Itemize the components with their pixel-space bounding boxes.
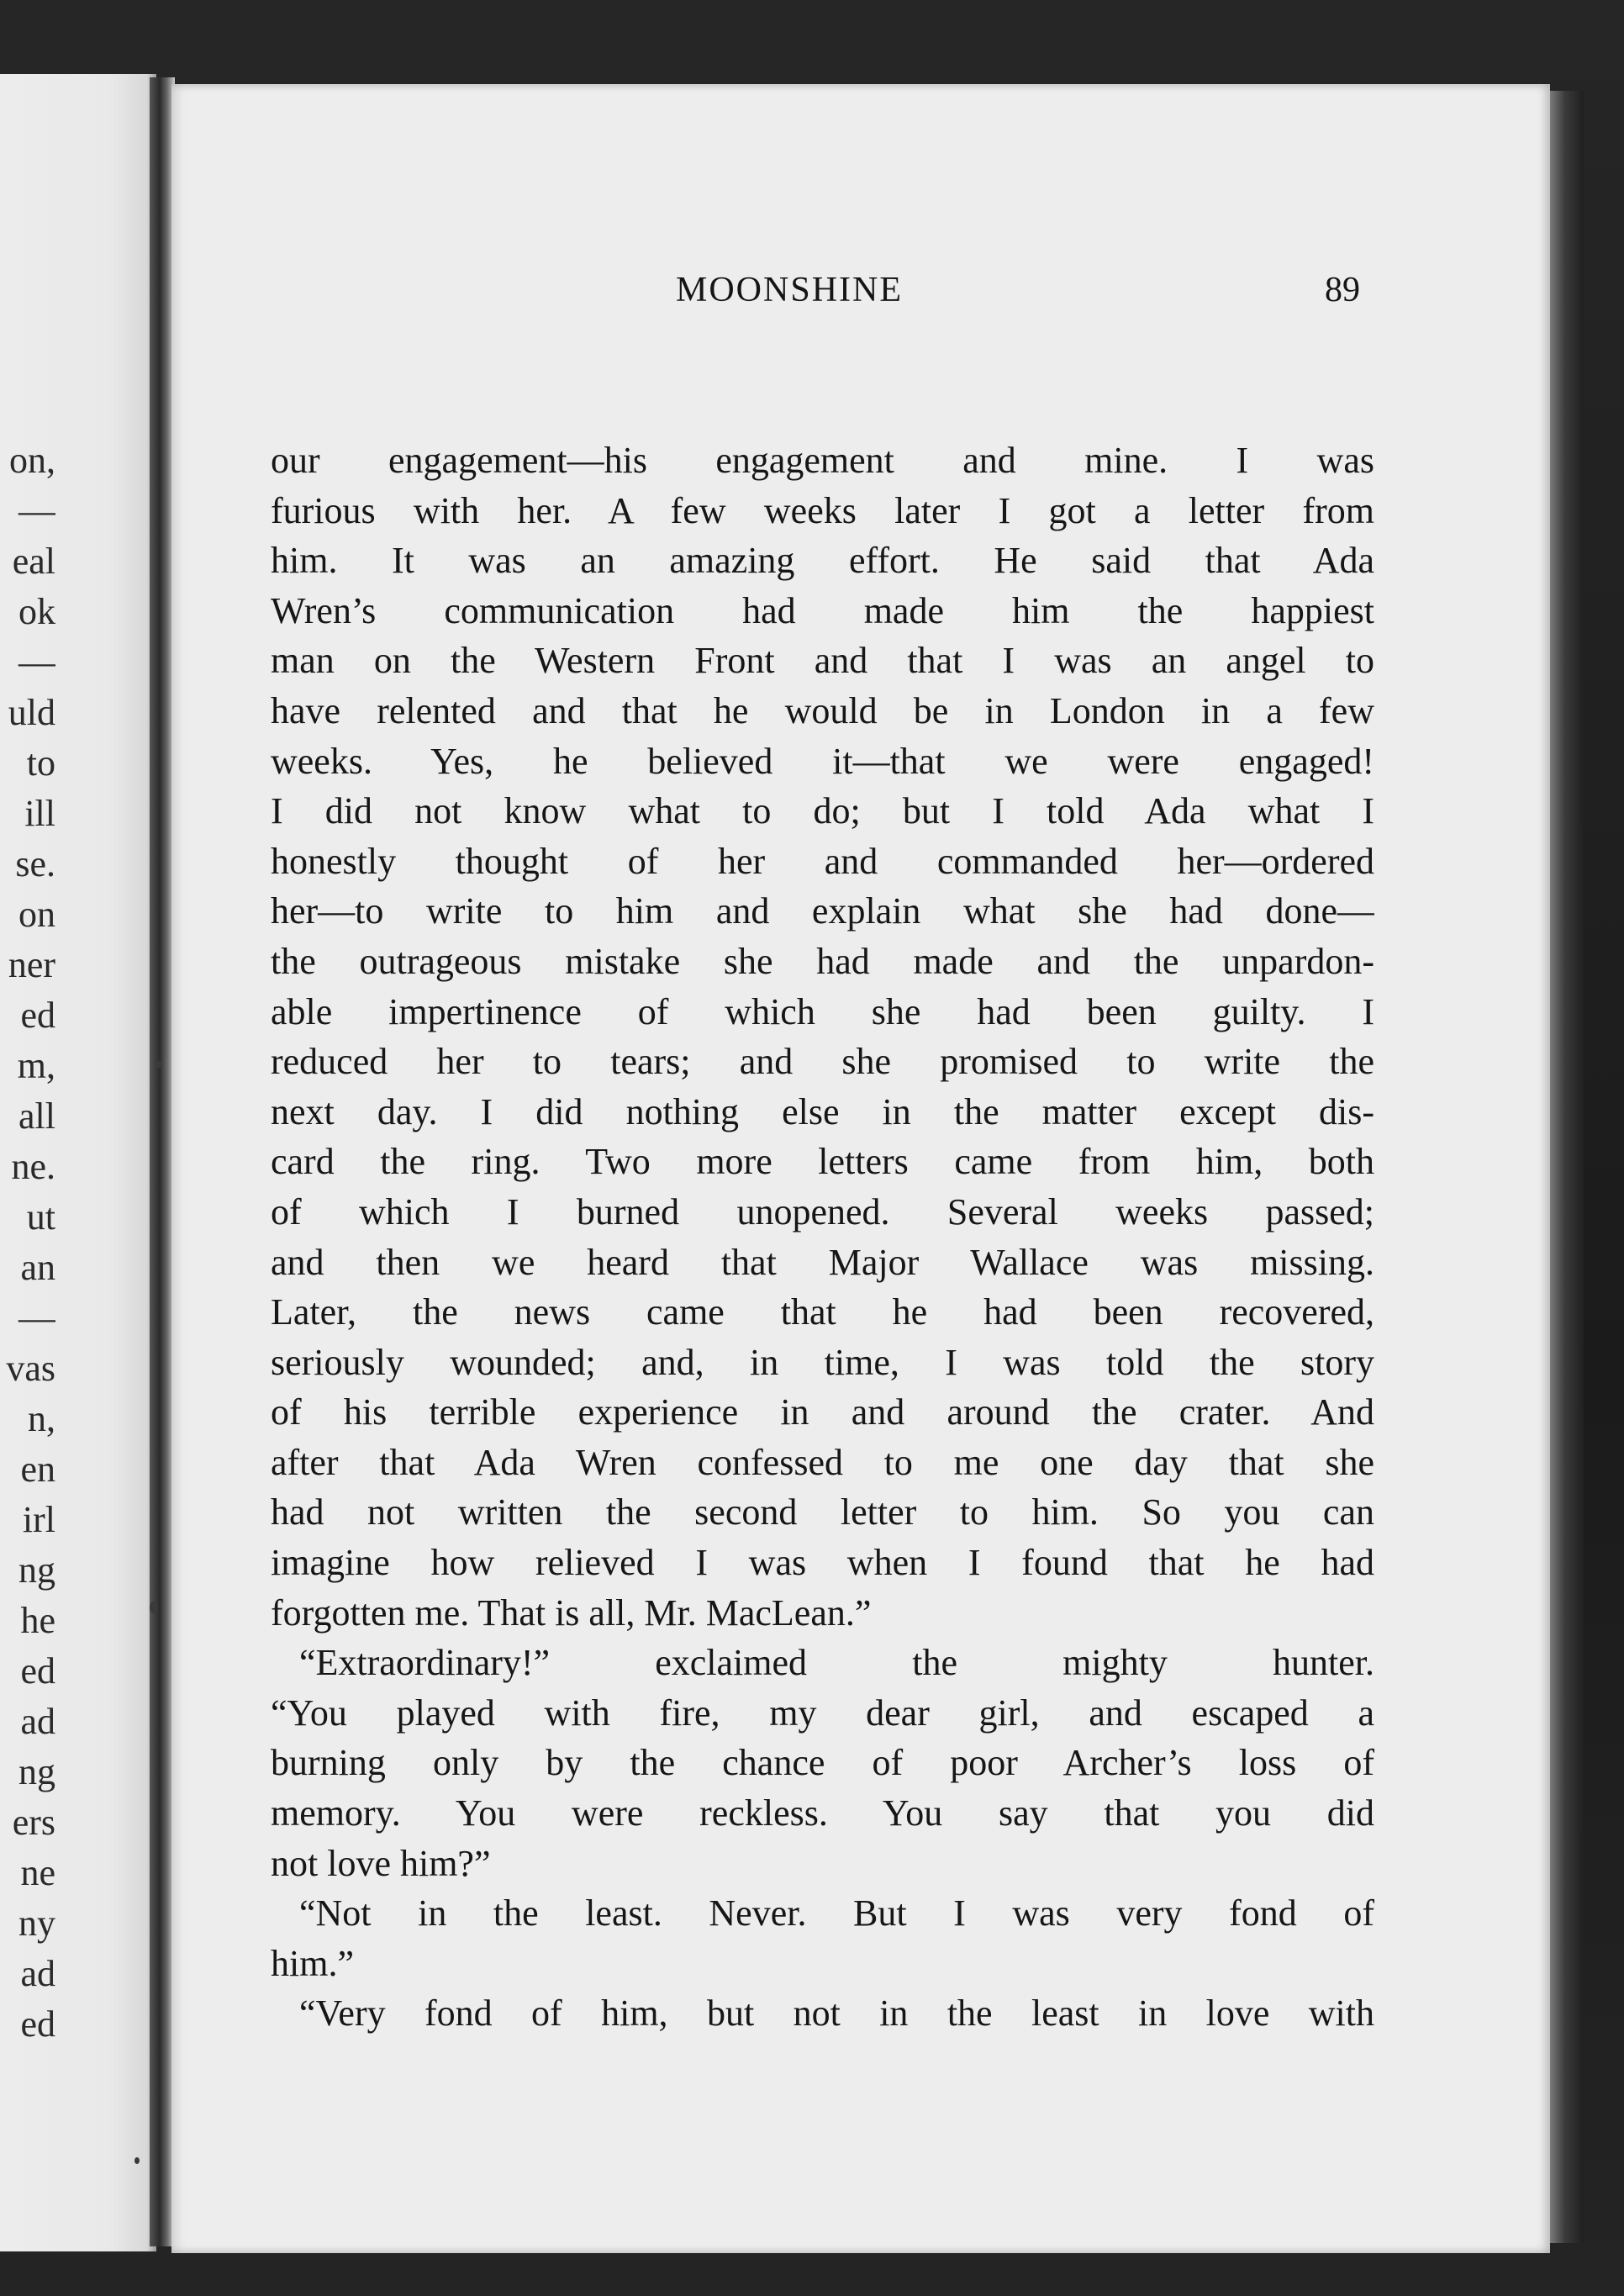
book-page: [171, 84, 1550, 2253]
left-fragment-line: m,: [17, 1045, 55, 1086]
left-fragment-line: —: [18, 641, 55, 683]
page-edge-shadow: [1550, 91, 1584, 2243]
page-number: 89: [1325, 271, 1360, 309]
text-line: “Not in the least. Never. But I was very fond of: [299, 1892, 1374, 1934]
left-fragment-line: ny: [18, 1903, 55, 1944]
text-line: imagine how relieved I was when I found that he had: [271, 1542, 1374, 1584]
left-page-text-fragments: [0, 435, 55, 2050]
left-fragment-line: —: [18, 490, 55, 531]
text-line: “Very fond of him, but not in the least in love with: [299, 1993, 1374, 2035]
text-line: after that Ada Wren confessed to me one day that she: [271, 1441, 1374, 1483]
left-fragment-line: —: [18, 1297, 55, 1338]
text-line: our engagement—his engagement and mine. I was: [271, 440, 1374, 481]
left-fragment-line: ng: [18, 1549, 55, 1591]
text-line: him. It was an amazing effort. He said that Ada: [271, 540, 1374, 582]
text-line: “You played with fire, my dear girl, and escaped a: [271, 1692, 1374, 1734]
left-fragment-line: ok: [18, 591, 55, 632]
text-line: able impertinence of which she had been guilty. I: [271, 990, 1374, 1032]
left-fragment-line: irl: [22, 1499, 55, 1540]
left-fragment-line: he: [20, 1600, 55, 1641]
left-fragment-line: all: [18, 1095, 55, 1137]
left-fragment-line: ad: [20, 1701, 55, 1742]
left-fragment-line: n,: [28, 1398, 55, 1439]
left-fragment-line: uld: [8, 692, 55, 733]
text-line: not love him?”: [271, 1842, 491, 1884]
left-fragment-line: ed: [20, 2003, 55, 2045]
left-fragment-line: to: [26, 742, 55, 784]
left-fragment-line: on,: [9, 440, 55, 481]
left-fragment-line: ed: [20, 1650, 55, 1692]
left-fragment-line: on: [18, 894, 55, 935]
left-fragment-line: ner: [8, 944, 55, 985]
text-line: “Extraordinary!” exclaimed the mighty hunter.: [299, 1642, 1374, 1684]
text-line: furious with her. A few weeks later I got a letter from: [271, 489, 1374, 531]
left-fragment-line: ed: [20, 995, 55, 1036]
text-line: card the ring. Two more letters came from him, both: [271, 1141, 1374, 1183]
left-fragment-line: ers: [12, 1802, 55, 1843]
text-line: the outrageous mistake she had made and the unpardon-: [271, 940, 1374, 982]
text-line: next day. I did nothing else in the matter except dis-: [271, 1090, 1374, 1132]
text-line: weeks. Yes, he believed it—that we were engaged!: [271, 740, 1374, 782]
text-line: I did not know what to do; but I told Ada what I: [271, 790, 1374, 832]
left-fragment-line: ne: [20, 1852, 55, 1893]
text-line: Later, the news came that he had been recovered,: [271, 1291, 1374, 1333]
left-fragment-line: ill: [24, 793, 55, 834]
text-line: burning only by the chance of poor Archer’s loss of: [271, 1742, 1374, 1784]
text-line: reduced her to tears; and she promised to write the: [271, 1041, 1374, 1083]
text-line: forgotten me. That is all, Mr. MacLean.”: [271, 1591, 872, 1634]
left-fragment-line: ng: [18, 1751, 55, 1792]
text-line: seriously wounded; and, in time, I was told the story: [271, 1341, 1374, 1383]
text-line: have relented and that he would be in London in a few: [271, 689, 1374, 731]
left-fragment-line: vas: [6, 1348, 55, 1389]
text-line: her—to write to him and explain what she had done—: [271, 890, 1374, 932]
text-line: of his terrible experience in and around the crater. And: [271, 1391, 1374, 1433]
scan-speck: [156, 1061, 161, 1068]
text-line: and then we heard that Major Wallace was missing.: [271, 1241, 1374, 1283]
text-line: man on the Western Front and that I was an angel to: [271, 640, 1374, 682]
body-text: [271, 435, 1374, 2039]
scan-speck: [134, 2157, 140, 2164]
text-line: memory. You were reckless. You say that you did: [271, 1792, 1374, 1834]
left-fragment-line: an: [20, 1247, 55, 1288]
left-fragment-line: eal: [12, 541, 55, 582]
left-fragment-line: ad: [20, 1953, 55, 1994]
left-fragment-line: ut: [26, 1196, 55, 1238]
running-head: [171, 265, 1550, 315]
left-facing-page: [0, 74, 156, 2251]
left-fragment-line: se.: [15, 843, 55, 884]
text-line: of which I burned unopened. Several weeks passed;: [271, 1190, 1374, 1232]
text-line: honestly thought of her and commanded her—ordered: [271, 840, 1374, 882]
text-line: him.”: [271, 1942, 354, 1984]
left-fragment-line: en: [20, 1449, 55, 1490]
running-title: MOONSHINE: [676, 271, 903, 309]
scan-speck: [150, 1602, 158, 1613]
text-line: had not written the second letter to him. So you can: [271, 1491, 1374, 1533]
left-fragment-line: ne.: [11, 1146, 55, 1187]
text-line: Wren’s communication had made him the happiest: [271, 589, 1374, 631]
